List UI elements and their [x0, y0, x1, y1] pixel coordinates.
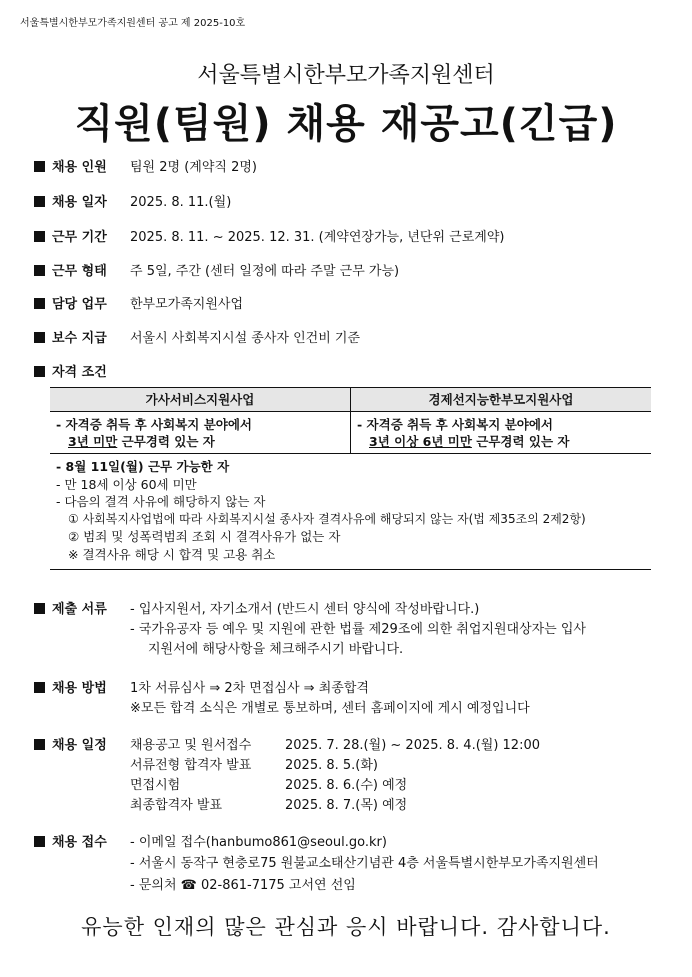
application-line3: - 문의처 ☎ 02-861-7175 고서연 선임: [130, 878, 356, 893]
col1-line1: - 자격증 취득 후 사회복지 분야에서: [56, 417, 252, 432]
duty-label: 담당 업무: [52, 297, 107, 312]
salary-value: 서울시 사회복지시설 종사자 인건비 기준: [130, 331, 361, 346]
schedule-item-date: 2025. 7. 28.(월) ~ 2025. 8. 4.(월) 12:00: [285, 738, 541, 753]
qualification-table: [50, 387, 651, 570]
positions-label: 채용 인원: [52, 160, 107, 175]
common-line: ※ 결격사유 해당 시 합격 및 고용 취소: [68, 546, 276, 562]
documents-line1: - 입사지원서, 자기소개서 (반드시 센터 양식에 작성바랍니다.): [130, 602, 480, 617]
bullet-square-icon: [34, 161, 45, 172]
col1-line2: [56, 433, 344, 450]
hire-date-row: [34, 191, 231, 210]
common-line: - 만 18세 이상 60세 미만: [56, 476, 197, 492]
col2-line1: - 자격증 취득 후 사회복지 분야에서: [357, 417, 553, 432]
documents-line2: - 국가유공자 등 예우 및 지원에 관한 법률 제29조에 의한 취업지원대상자는 입사: [130, 622, 586, 637]
bullet-square-icon: [34, 332, 45, 343]
work-period-value: 2025. 8. 11. ~ 2025. 12. 31. (계약연장가능, 년단위 근로계약): [130, 230, 505, 245]
qualification-row: [34, 361, 130, 380]
col2-line2-underlined: 3년 이상 6년 미만: [369, 434, 472, 449]
work-period-row: [34, 226, 504, 245]
col2-cell: [351, 412, 651, 453]
documents-line3: 지원서에 해당사항을 체크해주시기 바랍니다.: [148, 642, 404, 657]
col1-header: 가사서비스지원사업: [50, 388, 351, 411]
bullet-square-icon: [34, 682, 45, 693]
bullet-square-icon: [34, 231, 45, 242]
schedule-row: [34, 734, 130, 753]
work-type-row: [34, 260, 399, 279]
bullet-square-icon: [34, 836, 45, 847]
work-type-label: 근무 형태: [52, 264, 107, 279]
closing-message: 유능한 인재의 많은 관심과 응시 바랍니다. 감사합니다.: [81, 915, 611, 939]
application-label: 채용 접수: [52, 835, 107, 850]
col1-line2-rest: 근무경력 있는 자: [117, 434, 215, 449]
schedule-item-date: 2025. 8. 6.(수) 예정: [285, 778, 408, 793]
application-line2: - 서울시 동작구 현충로75 원불교소태산기념관 4층 서울특별시한부모가족지원센터: [130, 856, 599, 871]
work-type-value: 주 5일, 주간 (센터 일정에 따라 주말 근무 가능): [130, 264, 400, 279]
col1-cell: [50, 412, 351, 453]
schedule-item-name: 최종합격자 발표: [130, 798, 223, 813]
method-row: [34, 677, 369, 696]
qualification-table-header: [50, 388, 651, 412]
col1-line2-underlined: 3년 미만: [68, 434, 118, 449]
bullet-square-icon: [34, 298, 45, 309]
qualification-label: 자격 조건: [52, 365, 107, 380]
common-line: ② 범죄 및 성폭력범죄 조회 시 결격사유가 없는 자: [68, 529, 341, 544]
common-line: ① 사회복지사업법에 따라 사회복지시설 종사자 결격사유에 해당되지 않는 자(법 제35조의 2제2항): [68, 511, 586, 526]
bullet-square-icon: [34, 196, 45, 207]
qualification-common-cell: [50, 454, 651, 569]
col2-line2-rest: 근무경력 있는 자: [471, 434, 570, 449]
common-line: - 다음의 결격 사유에 해당하지 않는 자: [56, 494, 266, 509]
hire-date-value: 2025. 8. 11.(월): [130, 195, 232, 210]
application-row: [34, 831, 387, 850]
schedule-item-date: 2025. 8. 7.(목) 예정: [285, 798, 408, 813]
schedule-item-name: 채용공고 및 원서접수: [130, 738, 252, 753]
application-line1: - 이메일 접수(hanbumo861@seoul.go.kr): [130, 835, 387, 850]
qualification-table-split-row: [50, 412, 651, 454]
documents-row: [34, 598, 479, 617]
salary-row: [34, 327, 360, 346]
positions-value: 팀원 2명 (계약직 2명): [130, 160, 257, 175]
schedule-item-name: 면접시험: [130, 778, 181, 793]
method-line2: ※모든 합격 소식은 개별로 통보하며, 센터 홈페이지에 게시 예정입니다: [130, 701, 530, 716]
bullet-square-icon: [34, 265, 45, 276]
salary-label: 보수 지급: [52, 331, 107, 346]
duty-value: 한부모가족지원사업: [130, 297, 244, 312]
common-line: - 8월 11일(월) 근무 가능한 자: [56, 459, 230, 474]
schedule-item-date: 2025. 8. 5.(화): [285, 758, 378, 773]
bullet-square-icon: [34, 603, 45, 614]
method-label: 채용 방법: [52, 681, 107, 696]
positions-row: [34, 156, 257, 175]
method-line1: 1차 서류심사 ⇒ 2차 면접심사 ⇒ 최종합격: [130, 681, 369, 696]
page-title: 직원(팀원) 채용 재공고(긴급): [74, 101, 618, 147]
schedule-label: 채용 일정: [52, 738, 107, 753]
work-period-label: 근무 기간: [52, 230, 107, 245]
hire-date-label: 채용 일자: [52, 195, 107, 210]
documents-label: 제출 서류: [52, 602, 107, 617]
col2-line2: [357, 433, 645, 450]
schedule-item-name: 서류전형 합격자 발표: [130, 758, 252, 773]
org-title: 서울특별시한부모가족지원센터: [197, 63, 495, 88]
duty-row: [34, 293, 243, 312]
bullet-square-icon: [34, 366, 45, 377]
bullet-square-icon: [34, 739, 45, 750]
col2-header: 경제선지능한부모지원사업: [428, 392, 574, 407]
notice-number: 서울특별시한부모가족지원센터 공고 제 2025-10호: [20, 18, 246, 29]
